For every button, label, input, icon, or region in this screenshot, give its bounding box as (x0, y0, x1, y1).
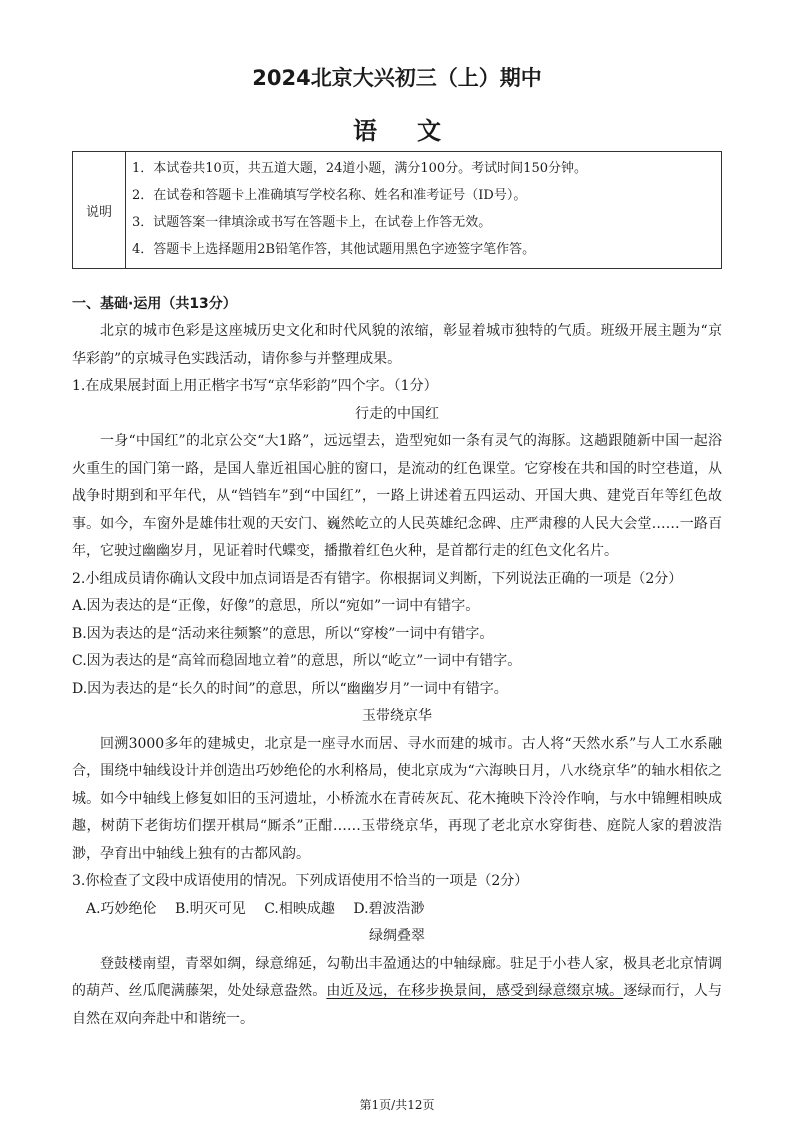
subject-title: 语文 (353, 117, 481, 145)
passage-3-text-a: 登鼓楼南望，青翠如绸，绿意绵延，勾勒出丰盈通达的中轴绿廊。驻足于小巷人家，极具老北京情调的葫芦、丝瓜爬满藤架，处处绿意盎然。 (72, 955, 722, 999)
question-2-option-a: A.因为表达的是“正像，好像”的意思，所以“宛如”一词中有错字。 (72, 598, 480, 614)
passage-heading-2: 玉带绕京华 (362, 708, 432, 724)
page-number: 第1页/共12页 (359, 1098, 435, 1112)
section-intro: 北京的城市色彩是这座城历史文化和时代风貌的浓缩，彰显着城市独特的气质。班级开展主题为“京华彩韵”的京城寻色实践活动，请你参与并整理成果。 (72, 323, 722, 367)
passage-3-text-b: 逐绿而行，人与自然在双向奔赴中和谐统一。 (72, 983, 723, 1027)
question-2-option-c: C.因为表达的是“高耸而稳固地立着”的意思，所以“屹立”一词中有错字。 (72, 653, 522, 669)
passage-2: 回溯3000多年的建城史，北京是一座寻水而居、寻水而建的城市。古人将“天然水系”与人工水系融合，围绕中轴线设计并创造出巧妙绝伦的水利格局，使北京成为“六海映日月，八水绕京华”的轴水相依之城。如今中轴线上修复如旧的玉河遗址，小桥流水在青砖灰瓦、花木掩映下泠泠作响，与水中锦鲤相映成趣，树荫下老街坊们摆开棋局“厮杀”正酣……玉带绕京华，再现了老北京水穿街巷、庭院人家的碧波浩渺，孕育出中轴线上独有的古都风韵。 (72, 735, 722, 862)
question-2: 2.小组成员请你确认文段中加点词语是否有错字。你根据词义判断，下列说法正确的一项是（2分） (72, 570, 683, 587)
question-3-option-d: D.碧波浩渺 (353, 900, 425, 917)
question-3-option-b: B.明灭可见 (175, 900, 246, 917)
instruction-item: 3．试题答案一律填涂或书写在答题卡上，在试卷上作答无效。 (132, 215, 492, 230)
passage-heading-3: 绿绸叠翠 (369, 928, 425, 944)
question-2-option-b: B.因为表达的是“活动来往频繁”的意思，所以“穿梭”一词中有错字。 (72, 625, 494, 642)
passage-1: 一身“中国红”的北京公交“大1路”，远远望去，造型宛如一条有灵气的海豚。这趟跟随新中国一起浴火重生的国门第一路，是国人靠近祖国心脏的窗口，是流动的红色课堂。它穿梭在共和国的时空巷道，从战争时期到和平年代，从“铛铛车”到“中国红”，一路上讲述着五四运动、开国大典、建党百年等红色故事。如今，车窗外是雄伟壮观的天安门、巍然屹立的人民英雄纪念碑、庄严肃穆的人民大会堂……一路百年，它驶过幽幽岁月，见证着时代蝶变，播撒着红色火种，是首都行走的红色文化名片。 (72, 433, 722, 559)
question-3-option-c: C.相映成趣 (264, 900, 335, 917)
instruction-item: 4．答题卡上选择题用2B铅笔作答，其他试题用黑色字迹签字笔作答。 (132, 242, 536, 257)
passage-heading-1: 行走的中国红 (355, 405, 439, 422)
passage-3-underlined-sentence: 由近及远，在移步换景间，感受到绿意缀京城。 (326, 983, 624, 999)
question-3: 3.你检查了文段中成语使用的情况。下列成语使用不恰当的一项是（2分） (72, 873, 529, 889)
passage-3 (72, 951, 722, 1034)
instruction-item: 1．本试卷共10页，共五道大题，24道小题，满分100分。考试时间150分钟。 (132, 161, 587, 176)
section-title: 一、基础·运用（共13分） (72, 296, 237, 312)
exam-title: 2024北京大兴初三（上）期中 (252, 66, 542, 90)
exam-content (72, 290, 722, 1033)
question-1: 1.在成果展封面上用正楷字书写“京华彩韵”四个字。（1分） (72, 378, 438, 394)
instructions-label: 说明 (73, 152, 126, 268)
instructions-box (72, 151, 722, 269)
instructions-list (126, 152, 721, 268)
instruction-item: 2．在试卷和答题卡上准确填写学校名称、姓名和准考证号（ID号）。 (132, 188, 527, 203)
question-3-option-a: A.巧妙绝伦 (86, 900, 157, 917)
question-2-option-d: D.因为表达的是“长久的时间”的意思，所以“幽幽岁月”一词中有错字。 (72, 680, 508, 697)
question-3-options (72, 896, 722, 924)
